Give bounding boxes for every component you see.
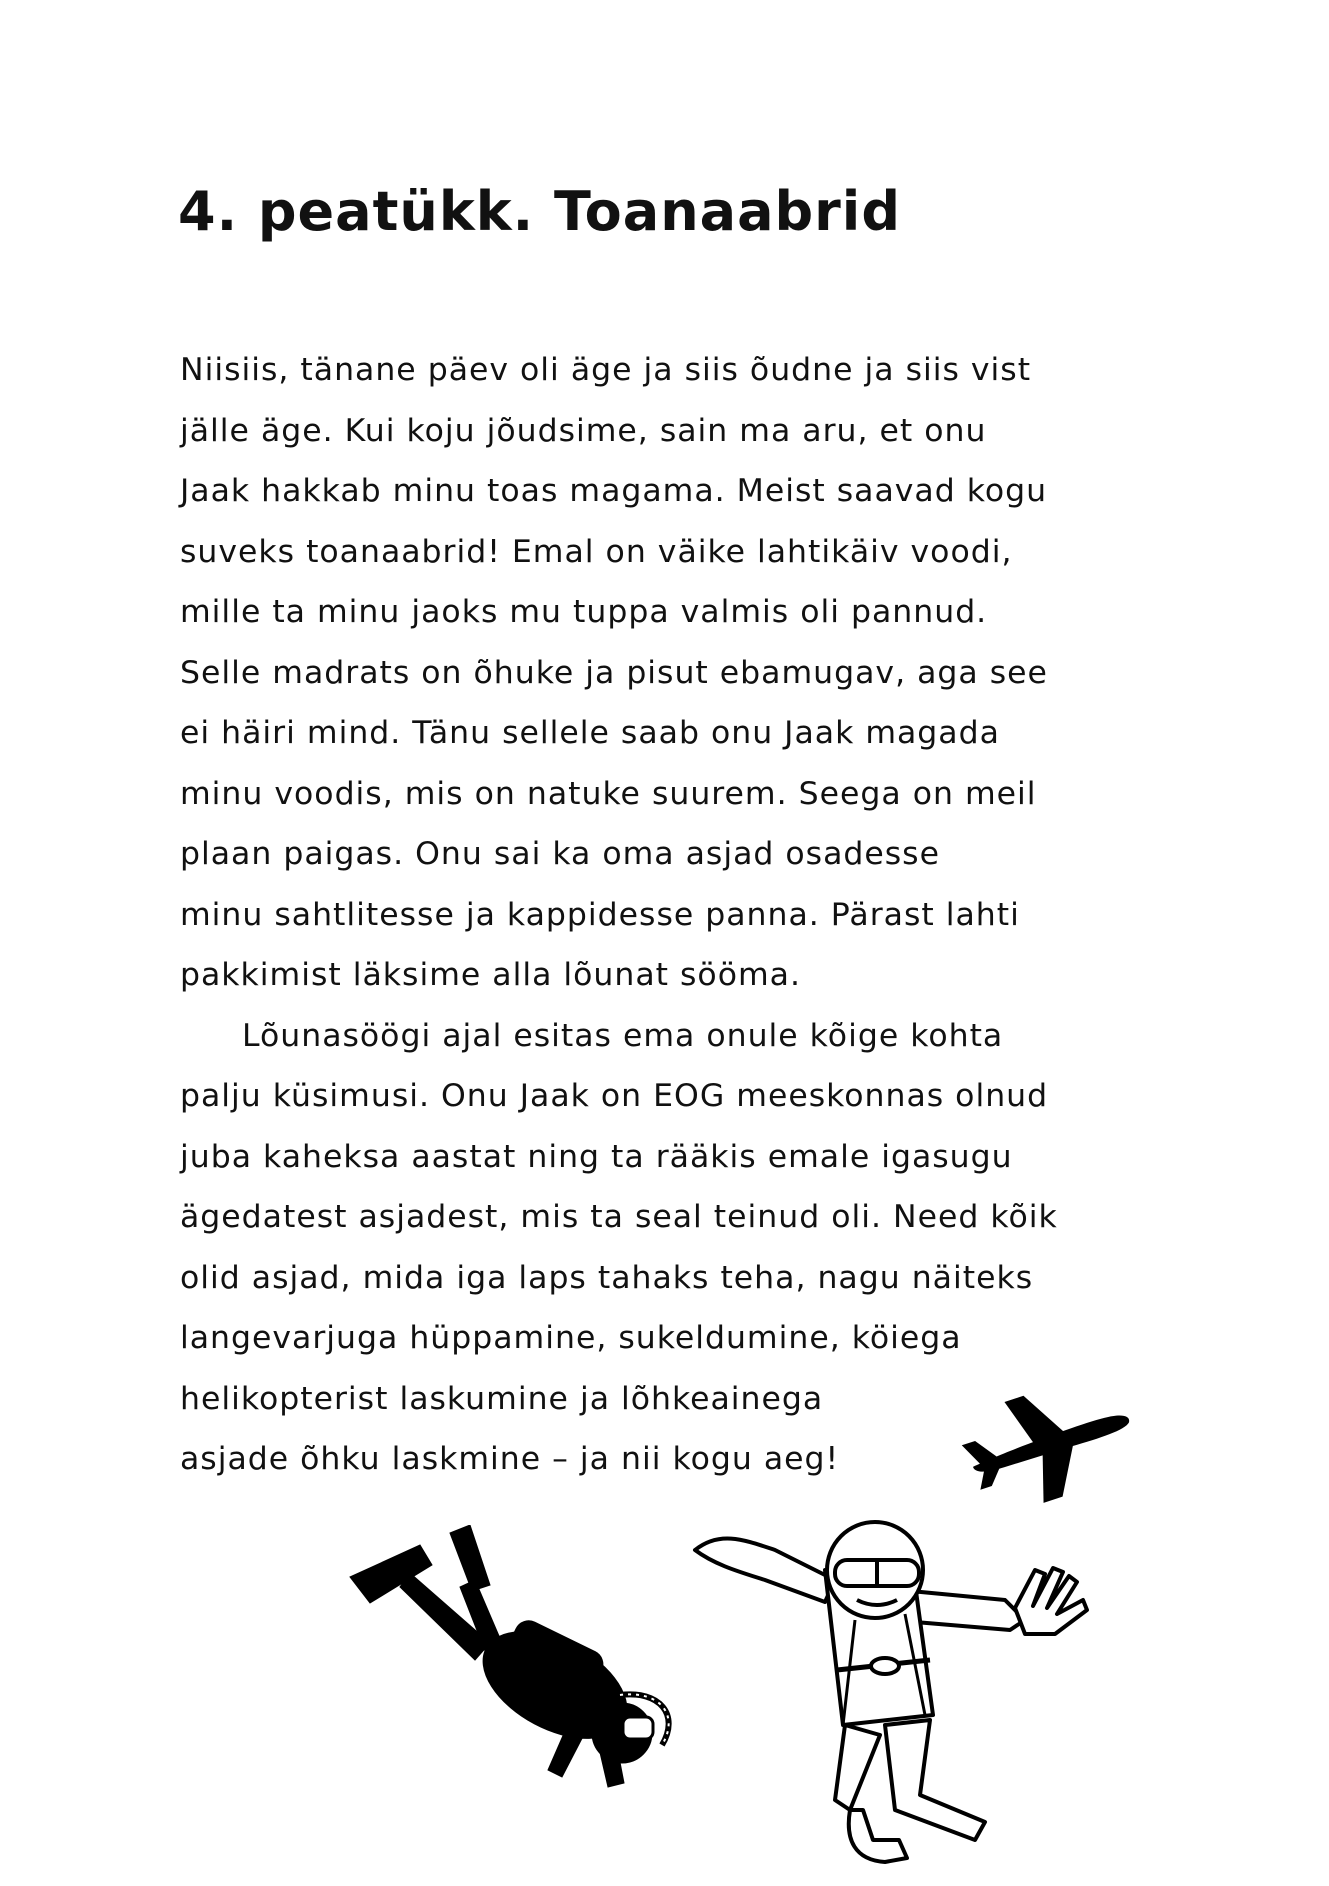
text-line: ei häiri mind. Tänu sellele saab onu Jaak magada: [180, 715, 1000, 751]
text-line: minu voodis, mis on natuke suurem. Seega on meil: [180, 775, 1037, 812]
text-line: Jaak hakkab minu toas magama. Meist saavad kogu: [180, 473, 1048, 509]
paragraph-start-line: Lõunasöögi ajal esitas ema onule kõige kohta: [242, 1017, 1004, 1054]
text-line: minu sahtlitesse ja kappidesse panna. Pärast lahti: [180, 896, 1020, 933]
airplane-icon: [960, 1380, 1140, 1510]
skydiver-illustration: [685, 1510, 1155, 1880]
text-line: plaan paigas. Onu sai ka oma asjad osadesse: [180, 836, 940, 872]
text-line: jälle äge. Kui koju jõudsime, sain ma aru, et onu: [180, 412, 987, 449]
text-line: palju küsimusi. Onu Jaak on EOG meeskonnas olnud: [180, 1078, 1049, 1114]
text-line: olid asjad, mida iga laps tahaks teha, nagu näiteks: [180, 1259, 1034, 1296]
chapter-title: 4. peatükk. Toanaabrid: [178, 180, 901, 243]
chapter-body: [180, 340, 1160, 1490]
text-line: ägedatest asjadest, mis ta seal teinud oli. Need kõik: [180, 1199, 1058, 1235]
text-line: Selle madrats on õhuke ja pisut ebamugav, aga see: [180, 654, 1048, 691]
text-line: suveks toanaabrid! Emal on väike lahtikäiv voodi,: [180, 533, 1013, 570]
text-line: mille ta minu jaoks mu tuppa valmis oli pannud.: [180, 594, 988, 630]
text-line: Niisiis, tänane päev oli äge ja siis õudne ja siis vist: [180, 352, 1032, 388]
text-line: langevarjuga hüppamine, sukeldumine, köiega: [180, 1320, 962, 1356]
text-line: pakkimist läksime alla lõunat sööma.: [180, 957, 801, 993]
text-line: asjade õhku laskmine – ja nii kogu aeg!: [180, 1441, 840, 1477]
text-line: juba kaheksa aastat ning ta rääkis emale igasugu: [180, 1138, 1013, 1175]
text-line: helikopterist laskumine ja lõhkeainega: [180, 1380, 824, 1417]
